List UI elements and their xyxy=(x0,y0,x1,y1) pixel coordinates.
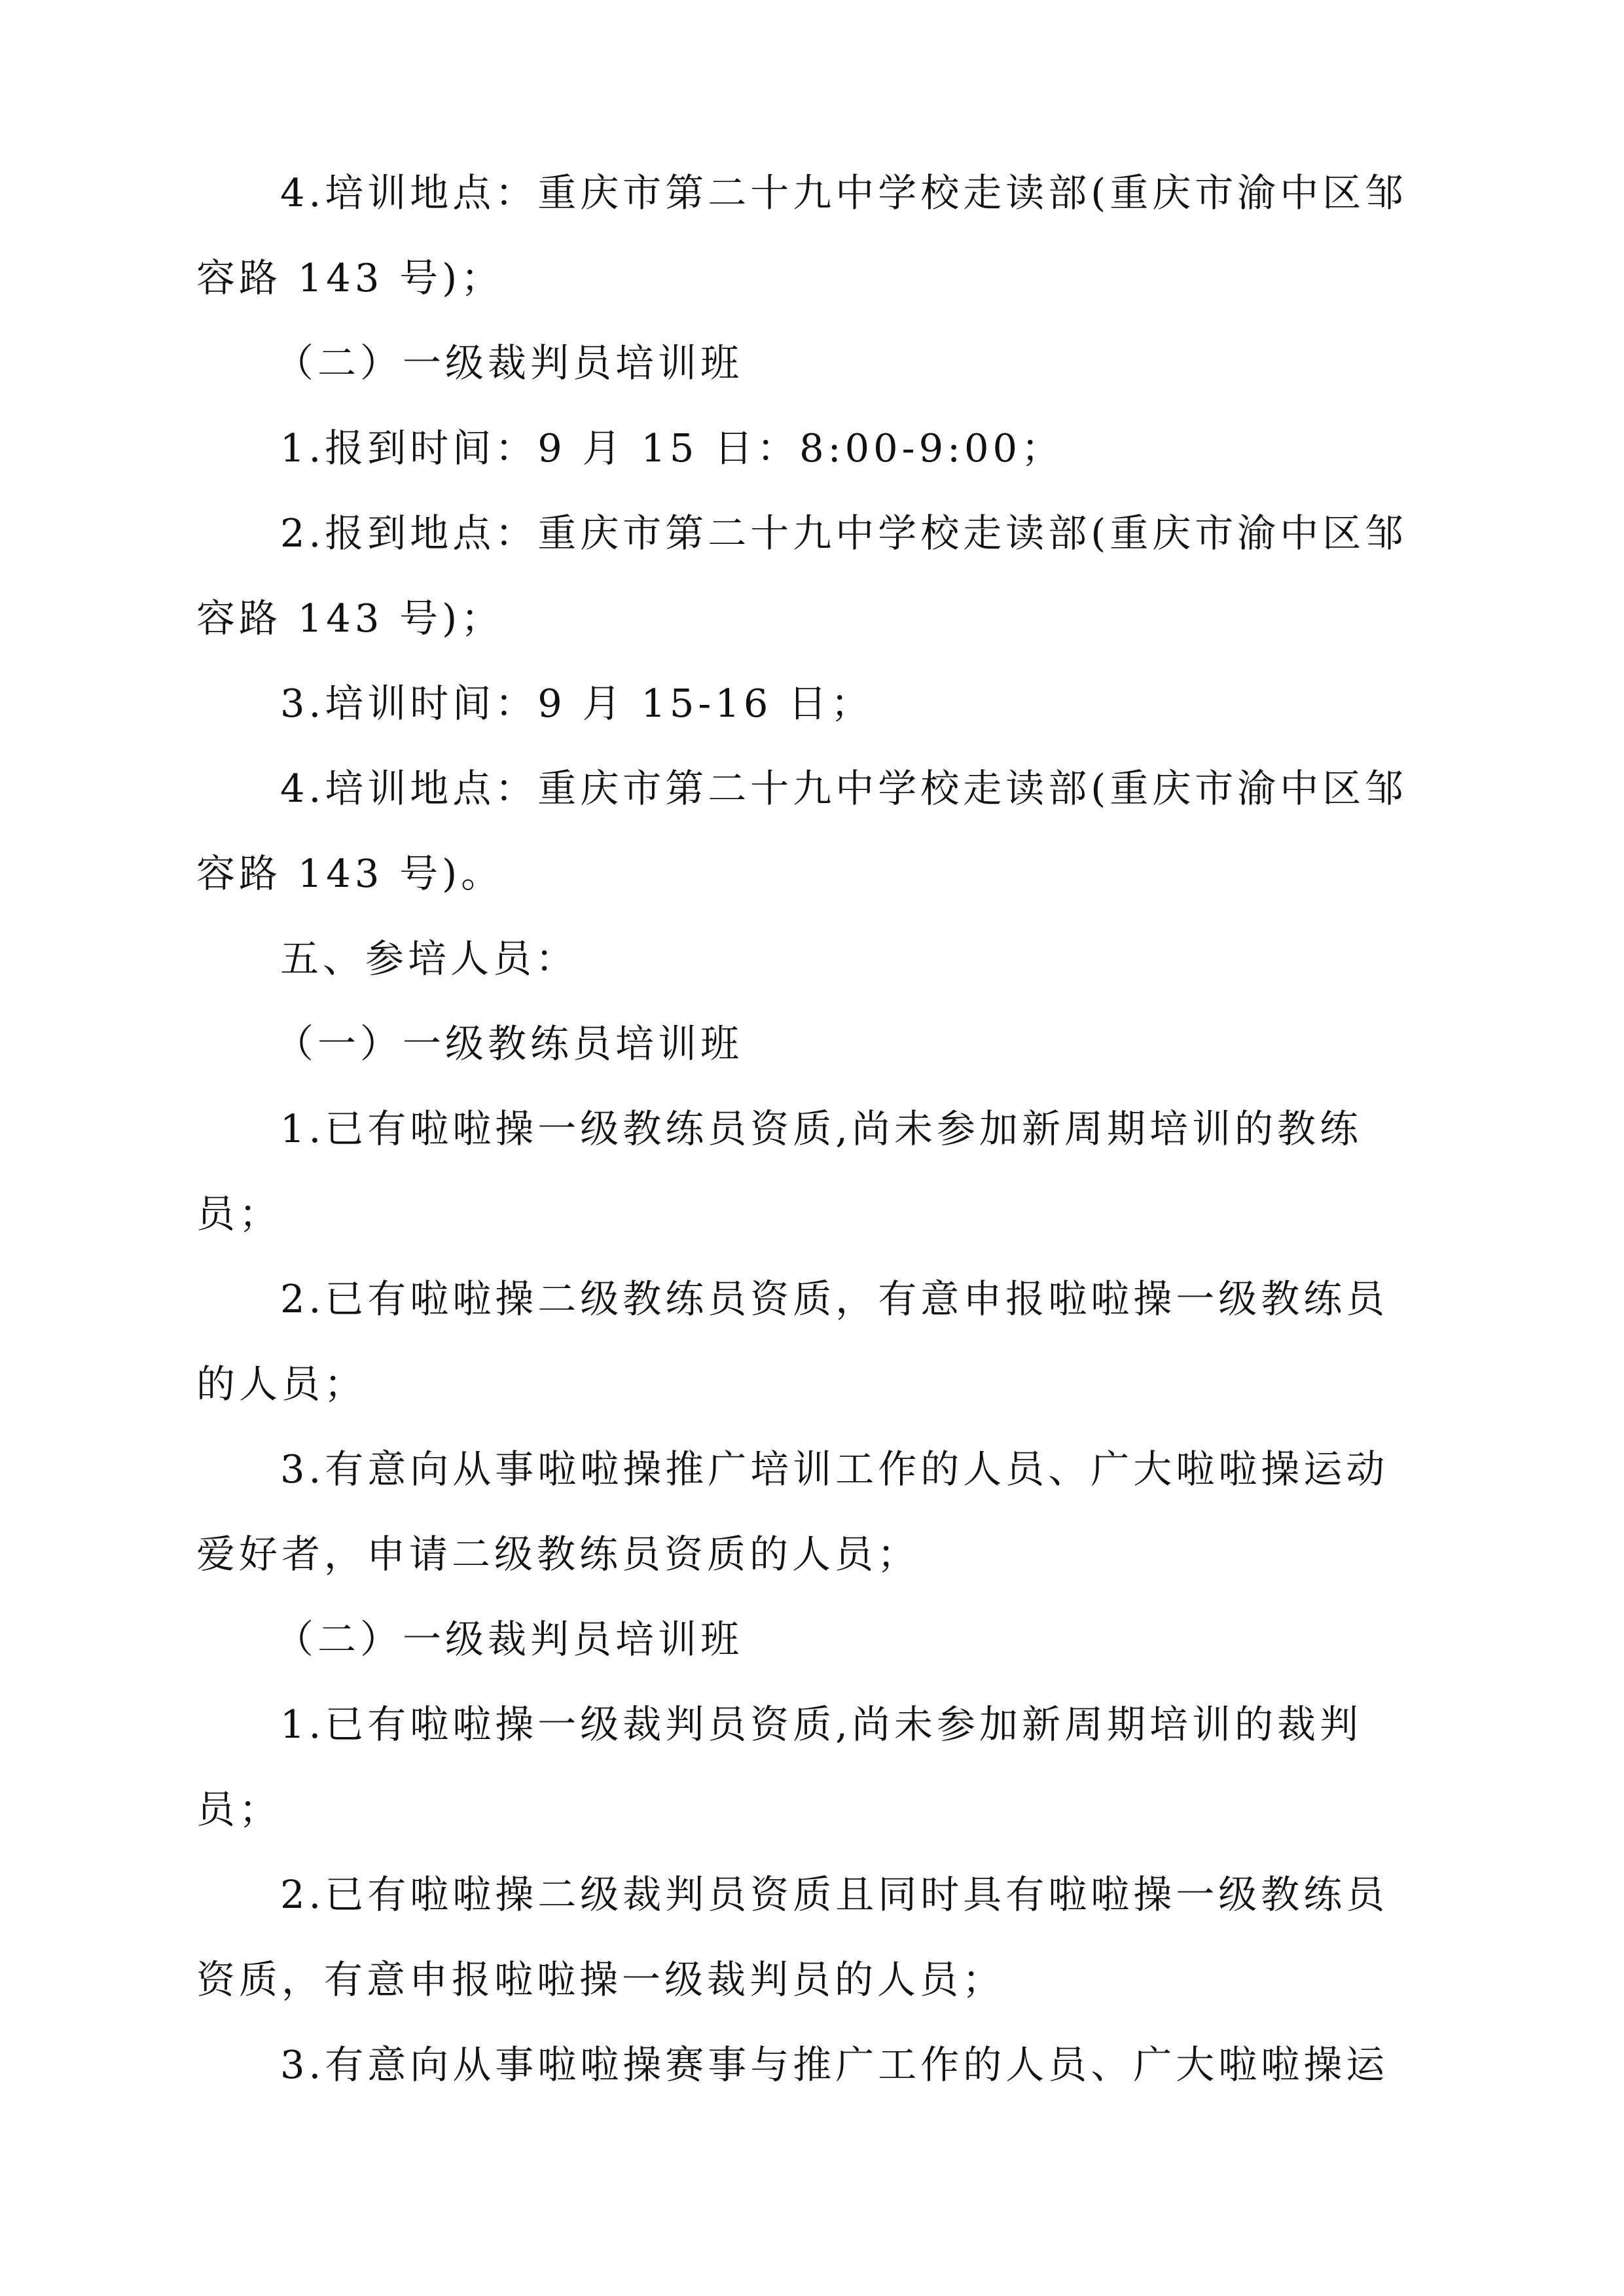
text-line: 4.培训地点：重庆市第二十九中学校走读部(重庆市渝中区邹 xyxy=(280,766,1408,811)
subheading: （二）一级裁判员培训班 xyxy=(275,1617,744,1662)
text-line: 3.有意向从事啦啦操推广培训工作的人员、广大啦啦操运动 xyxy=(280,1446,1389,1492)
document-body xyxy=(196,151,1427,2108)
text-line: 3.有意向从事啦啦操赛事与推广工作的人员、广大啦啦操运 xyxy=(280,2042,1389,2087)
text-line: 容路 143 号)； xyxy=(196,255,504,300)
text-line: 4.培训地点：重庆市第二十九中学校走读部(重庆市渝中区邹 xyxy=(280,170,1408,215)
text-line: 3.培训时间：9 月 15-16 日； xyxy=(280,681,874,726)
text-line: 1.已有啦啦操一级裁判员资质,尚未参加新周期培训的裁判 xyxy=(280,1702,1363,1747)
text-line: 2.已有啦啦操二级教练员资质，有意申报啦啦操一级教练员 xyxy=(280,1276,1389,1321)
subheading: （一）一级教练员培训班 xyxy=(275,1021,744,1066)
text-line: 员； xyxy=(196,1191,282,1236)
text-line: 员； xyxy=(196,1787,282,1832)
text-line: 1.已有啦啦操一级教练员资质,尚未参加新周期培训的教练 xyxy=(280,1106,1363,1151)
text-line: 2.报到地点：重庆市第二十九中学校走读部(重庆市渝中区邹 xyxy=(280,511,1408,556)
text-line: 容路 143 号)。 xyxy=(196,851,504,896)
text-line: 容路 143 号)； xyxy=(196,596,504,641)
text-line: 1.报到时间：9 月 15 日：8:00-9:00； xyxy=(280,425,1064,471)
subheading: （二）一级裁判员培训班 xyxy=(275,340,744,386)
text-line: 资质，有意申报啦啦操一级裁判员的人员； xyxy=(196,1957,1005,2002)
text-line: 的人员； xyxy=(196,1361,367,1407)
section-heading: 五、参培人员： xyxy=(280,936,579,981)
text-line: 2.已有啦啦操二级裁判员资质且同时具有啦啦操一级教练员 xyxy=(280,1872,1389,1917)
text-line: 爱好者，申请二级教练员资质的人员； xyxy=(196,1532,920,1577)
